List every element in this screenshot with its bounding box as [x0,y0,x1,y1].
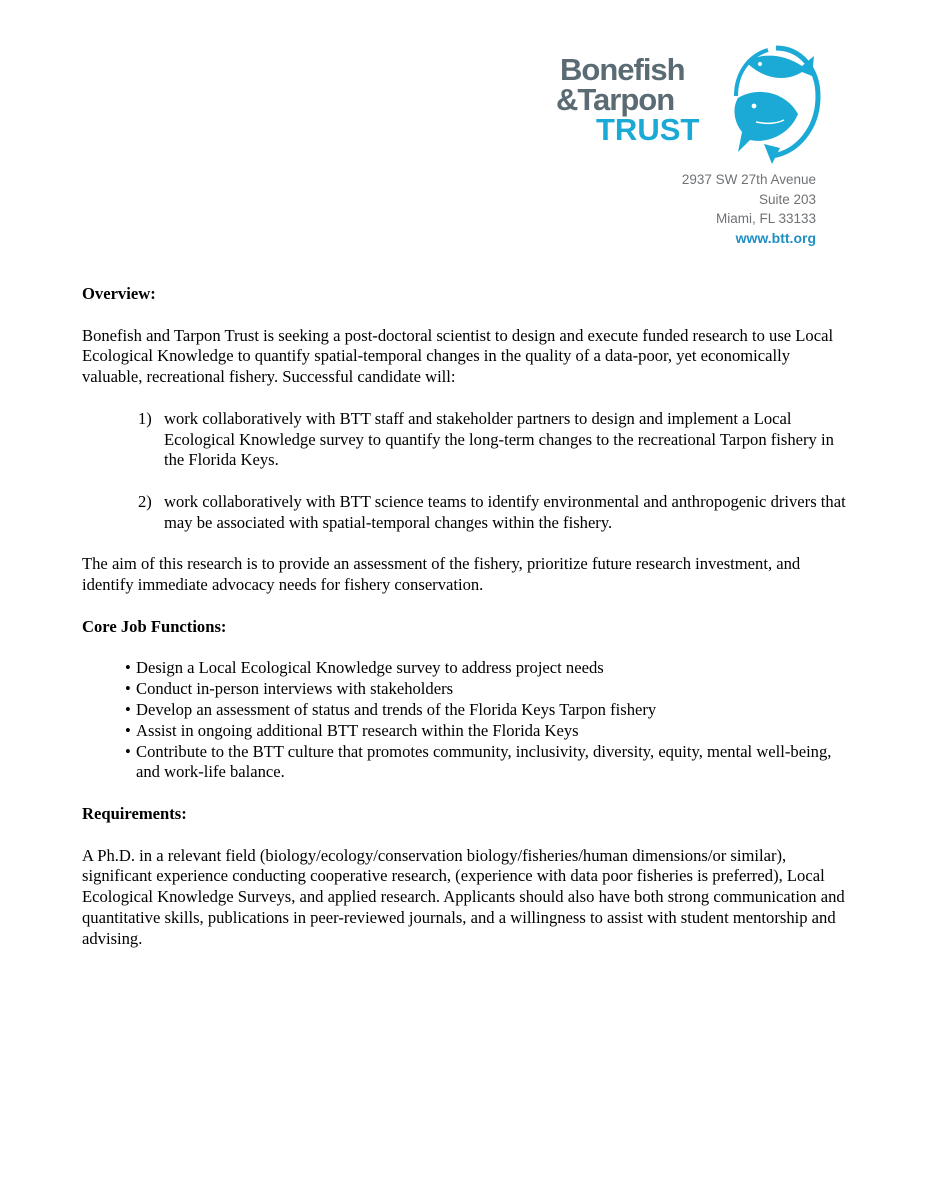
list-item [82,700,852,721]
org-address [682,170,816,248]
overview-heading: Overview: [82,284,156,303]
list-item [82,409,852,471]
list-item [82,721,852,742]
list-text: Develop an assessment of status and trends of the Florida Keys Tarpon fishery [136,699,657,719]
logo-line-trust: TRUST [596,112,700,147]
overview-list [82,409,852,534]
requirements-heading: Requirements: [82,803,187,823]
list-item [82,492,852,534]
list-item [82,679,852,700]
bullet: • [125,741,131,761]
logo-line-tarpon: &Tarpon [556,82,675,117]
bullet: • [125,658,131,678]
list-text: Design a Local Ecological Knowledge survey to address project needs [136,658,604,678]
website-link[interactable]: www.btt.org [735,229,816,246]
logo-line-bonefish: Bonefish [560,52,685,87]
list-text: Contribute to the BTT culture that promotes community, inclusivity, diversity, equity, mental well-being, and work-life balance. [136,741,832,782]
address-city: Miami, FL 33133 [715,211,816,226]
fish-circle-icon [728,40,824,165]
list-text: work collaboratively with BTT staff and stakeholder partners to design and implement a Local Ecological Knowledge survey to quantify the long-term changes to the recreational Tarpon fishery in the Florida Keys. [164,408,834,470]
bullet: • [125,679,131,699]
org-logo [556,40,822,165]
list-text: Conduct in-person interviews with stakeholders [136,679,454,699]
overview-intro: Bonefish and Tarpon Trust is seeking a post-doctoral scientist to design and execute funded research to use Local Ecological Knowledge to quantify spatial-temporal changes in the quality of a data-poor, yet economically valuable, recreational fishery. Successful candidate will: [82,325,834,387]
list-item [82,658,852,679]
overview-aim: The aim of this research is to provide an assessment of the fishery, prioritize future research investment, and identify immediate advocacy needs for fishery conservation. [82,554,801,595]
document-body [82,284,852,950]
list-text: work collaboratively with BTT science teams to identify environmental and anthropogenic drivers that may be associated with spatial-temporal changes within the fishery. [164,491,846,532]
core-list [82,658,852,783]
requirements-text: A Ph.D. in a relevant field (biology/ecology/conservation biology/fisheries/human dimensions/or similar), significant experience conducting cooperative research, (experience with data poor fisheries is preferred), Local Ecological Knowledge Surveys, and applied research. Applicants should also have both strong communication and quantitative skills, publications in peer-reviewed journals, and a willingness to assist with student mentorship and advising. [82,845,845,948]
address-street: 2937 SW 27th Avenue [681,172,816,187]
bullet: • [125,720,131,740]
address-suite: Suite 203 [758,191,816,207]
list-number: 2) [138,491,152,511]
bullet: • [125,699,131,719]
list-number: 1) [138,408,152,428]
list-item [82,742,852,784]
list-text: Assist in ongoing additional BTT research within the Florida Keys [136,720,579,740]
core-heading: Core Job Functions: [82,616,227,636]
